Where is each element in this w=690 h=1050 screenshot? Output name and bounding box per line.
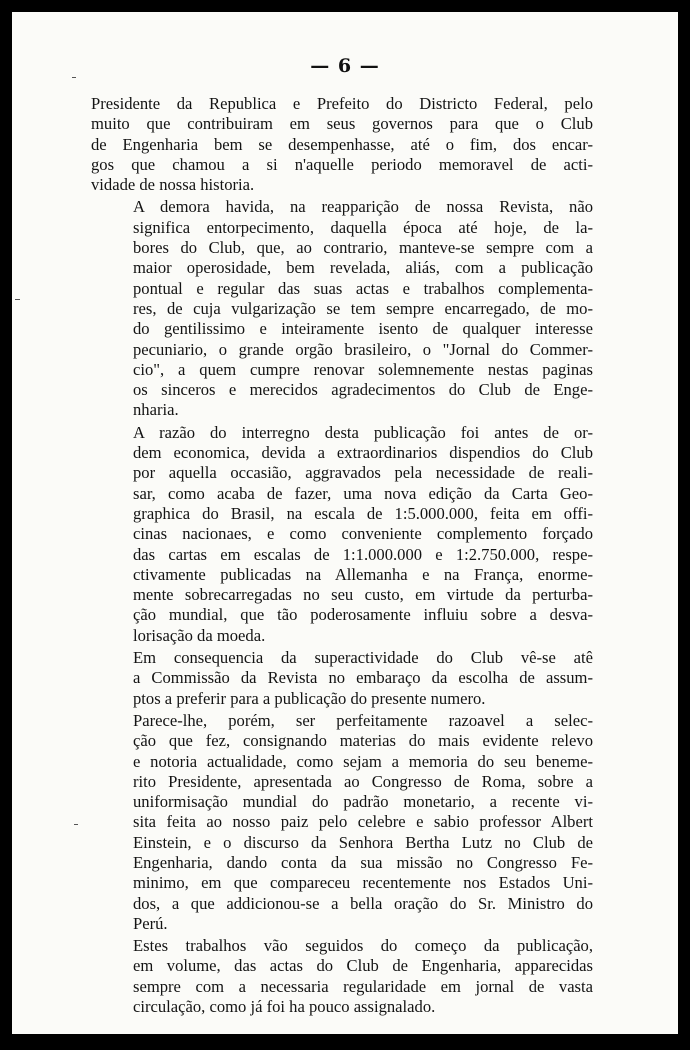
text-line: cio", a quem cumpre renovar solemnemente nestas paginas bbox=[133, 359, 593, 379]
text-line: Presidente da Republica e Prefeito do Districto Federal, pelo bbox=[91, 94, 593, 113]
text-line: nharia. bbox=[133, 400, 179, 420]
text-line: ctivamente publicadas na Allemanha e na França, enorme- bbox=[133, 564, 593, 584]
text-line: os sinceros e merecidos agradecimentos do Club de Enge- bbox=[133, 380, 593, 400]
paragraph bbox=[91, 648, 593, 709]
text-line: cinas nacionaes, e como conveniente complemento forçado bbox=[133, 524, 593, 544]
body-text bbox=[91, 94, 593, 1017]
text-line: sar, como acaba de fazer, uma nova edição da Carta Geo- bbox=[133, 483, 593, 503]
text-line: gos que chamou a si n'aquelle periodo memoravel de acti- bbox=[91, 154, 593, 174]
margin-mark bbox=[74, 824, 78, 825]
text-line: rito Presidente, apresentada ao Congresso de Roma, sobre a bbox=[133, 771, 593, 791]
text-line: Parece-lhe, porém, ser perfeitamente razoavel a selec- bbox=[133, 710, 593, 730]
text-line: dos, a que addicionou-se a bella oração do Sr. Ministro do bbox=[133, 893, 593, 913]
paragraph bbox=[91, 94, 593, 195]
text-line: ção que fez, consignando materias do mais evidente relevo bbox=[133, 731, 593, 751]
text-line: vidade de nossa historia. bbox=[91, 175, 255, 195]
text-line: A razão do interregno desta publicação foi antes de or- bbox=[133, 422, 593, 442]
text-line: minimo, em que compareceu recentemente nos Estados Uni- bbox=[133, 873, 593, 893]
text-line: mente sobrecarregadas no seu custo, em virtude da perturba- bbox=[133, 585, 593, 605]
text-line: a Commissão da Revista no embaraço da escolha de assum- bbox=[133, 668, 593, 688]
text-line: uniformisação mundial do padrão monetario, a recente vi- bbox=[133, 792, 593, 812]
text-line: significa entorpecimento, daquella época até hoje, de la- bbox=[133, 217, 593, 237]
text-line: pecuniario, o grande orgão brasileiro, o "Jornal do Commer- bbox=[133, 339, 593, 359]
text-line: sita feita ao nosso paiz pelo celebre e sabio professor Albert bbox=[133, 812, 593, 832]
margin-mark bbox=[15, 299, 20, 300]
margin-mark bbox=[72, 77, 76, 78]
text-line: ptos a preferir para a publicação do presente numero. bbox=[133, 688, 486, 708]
text-line: lorisação da moeda. bbox=[133, 625, 266, 645]
document-page bbox=[12, 12, 678, 1034]
text-line: bores do Club, que, ao contrario, manteve-se sempre com a bbox=[133, 238, 593, 258]
page-number-header: — 6 — bbox=[310, 55, 380, 77]
text-line: em volume, das actas do Club de Engenharia, apparecidas bbox=[133, 956, 593, 976]
paragraph bbox=[91, 711, 593, 934]
text-line: Einstein, e o discurso da Senhora Bertha Lutz no Club de bbox=[133, 832, 593, 852]
text-line: Perú. bbox=[133, 913, 168, 933]
text-line: Em consequencia da superactividade do Club vê-se atê bbox=[133, 648, 593, 668]
text-line: das cartas em escalas de 1:1.000.000 e 1:2.750.000, respe- bbox=[133, 544, 593, 564]
text-line: Engenharia, dando conta da sua missão no Congresso Fe- bbox=[133, 852, 593, 872]
text-line: e notoria actualidade, como sejam a memoria do seu beneme- bbox=[133, 751, 593, 771]
text-line: res, de cuja vulgarização se tem sempre encarregado, de mo- bbox=[133, 298, 593, 318]
text-line: do gentilissimo e inteiramente isento de qualquer interesse bbox=[133, 319, 593, 339]
paragraph bbox=[91, 197, 593, 420]
text-line: sempre com a necessaria regularidade em jornal de vasta bbox=[133, 976, 593, 996]
text-line: circulação, como já foi ha pouco assignalado. bbox=[133, 997, 436, 1017]
text-line: por aquella occasião, aggravados pela necessidade de reali- bbox=[133, 463, 593, 483]
text-line: dem economica, devida a extraordinarios dispendios do Club bbox=[133, 443, 593, 463]
paragraph bbox=[91, 936, 593, 1017]
text-line: muito que contribuiram em seus governos para que o Club bbox=[91, 114, 593, 134]
text-line: graphica do Brasil, na escala de 1:5.000.000, feita em offi- bbox=[133, 503, 593, 523]
text-line: pontual e regular das suas actas e trabalhos complementa- bbox=[133, 278, 593, 298]
text-line: de Engenharia bem se desempenhasse, até o fim, dos encar- bbox=[91, 134, 593, 154]
paragraph bbox=[91, 423, 593, 646]
text-line: maior operosidade, bem revelada, aliás, com a publicação bbox=[133, 258, 593, 278]
text-line: Estes trabalhos vão seguidos do começo da publicação, bbox=[133, 936, 593, 956]
text-line: ção mundial, que tão poderosamente influiu sobre a desva- bbox=[133, 605, 593, 625]
text-line: A demora havida, na reapparição de nossa Revista, não bbox=[133, 197, 593, 217]
